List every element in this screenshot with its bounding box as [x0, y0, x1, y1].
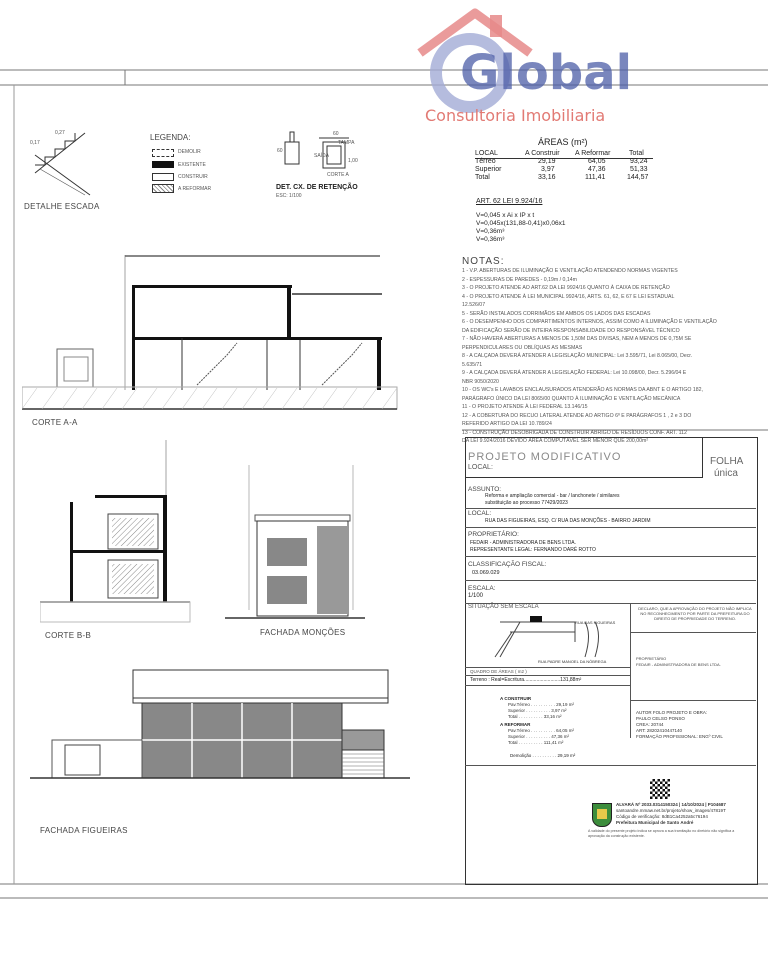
proprietario-line-1: FEDAIR - ADMINISTRADORA DE BENS LTDA.: [470, 540, 577, 546]
local2-label: LOCAL:: [468, 510, 492, 517]
areas-header-local: LOCAL: [475, 150, 498, 157]
proprietario-line-2: REPRESENTANTE LEGAL: FERNANDO DARÉ ROTTO: [470, 547, 596, 553]
alvara-line: santoandre.mmaw.net.br/projeto/show_images/47819T: [616, 808, 726, 813]
facade-moncoes-label: FACHADA MONÇÕES: [260, 628, 346, 637]
legend-title: LEGENDA:: [150, 133, 191, 142]
retention-saida: SAÍDA: [314, 153, 330, 159]
assunto-line-1: Reforma e ampliação comercial - bar / lanchonete / similares: [485, 493, 620, 499]
local-label: LOCAL:: [468, 464, 493, 471]
areas-cell: 64,05: [588, 158, 606, 165]
reformar-row: Pav.Térreo . . . . . . . . . . 64,05 m²: [508, 728, 574, 733]
art-title: ART. 62 LEI 9.924/16: [476, 198, 543, 205]
art-line: V=0,36m³: [476, 236, 505, 243]
note-line: 12 - A COBERTURA DO RECUO LATERAL ATENDE AO ARTIGO 6º E PARÁGRAFOS 1 , 2 e 3 DO: [462, 412, 692, 419]
assunto-label: ASSUNTO:: [468, 486, 502, 493]
note-line: PERPENDICULARES OU OBLÍQUAS AS MESMAS: [462, 344, 583, 351]
terreno-line: Terreno : Real=Escritura..........................131,88m²: [470, 677, 582, 683]
logo-tagline: Consultoria Imobiliaria: [425, 106, 606, 125]
areas-row-local: Total: [475, 174, 490, 181]
areas-row-local: Térreo: [475, 158, 496, 165]
reformar-row: Superior . . . . . . . . . . 47,36 m²: [508, 734, 570, 739]
map-street-1: RUA DAS FIGUEIRAS: [575, 620, 616, 625]
note-line: REFERIDO ARTIGO DA LEI 10.789/24: [462, 421, 552, 427]
legend-item-existente: EXISTENTE: [178, 162, 206, 168]
note-line: DA EDIFICAÇÃO SERÃO DE INTEIRA RESPONSABILIDADE DO RESPONSÁVEL TÉCNICO: [462, 327, 680, 334]
folha-unica: única: [714, 468, 738, 479]
notes-title: NOTAS:: [462, 256, 505, 267]
autor-line: AUTOR FOLO PROJETO E OBRA:: [636, 710, 708, 715]
note-line: 3 - O PROJETO ATENDE AO ART.62 DA LEI 9924/16 QUANTO À CAIXA DE RETENÇÃO: [462, 285, 670, 291]
areas-cell: 111,41: [585, 174, 606, 181]
areas-row-local: Superior: [475, 166, 502, 173]
autor-line: ART: 28202410447140: [636, 728, 682, 733]
areas-cell: 93,24: [630, 158, 648, 165]
autor-line: FORMAÇÃO PROFISSIONAL: ENGº CIVIL: [636, 734, 723, 739]
fiscal-value: 03.069.029: [472, 570, 500, 576]
legend-item-reformar: A REFORMAR: [178, 186, 212, 192]
construir-row: Pav.Térreo . . . . . . . . . . 29,19 m²: [508, 702, 574, 707]
construir-row: Total . . . . . . . . . . 33,16 m²: [508, 714, 562, 719]
notes-list: [462, 267, 762, 446]
assunto-line-2: substituição ao processo 77429/2023: [485, 500, 568, 506]
note-line: DA LEI 9.924/2016 DEVIDO ÁREA COMPUTÁVEL SER MENOR QUE 200,00m²: [462, 438, 649, 444]
facade-moncoes-drawing: [225, 460, 365, 630]
logo-name: Global: [460, 45, 633, 101]
retention-dim-60a: 60: [277, 148, 283, 154]
escala-label: ESCALA:: [468, 585, 496, 592]
note-line: 4 - O PROJETO ATENDE À LEI MUNICIPAL 9924/16, ARTS. 61, 62, E 67 E LEI ESTADUAL: [462, 293, 675, 300]
map-street-2: RUA PADRE MANOEL DA NÓBREGA: [538, 659, 607, 664]
retention-corte-a: CORTE A: [327, 172, 349, 178]
areas-cell: 144,57: [627, 174, 649, 181]
note-line: 10 - OS WC's E LAVABOS ENCLAUSURADOS ATENDERÃO AS NORMAS DA ABNT E O ARTIGO 182,: [462, 387, 703, 393]
note-line: 6 - O DESEMPENHO DOS COMPARTIMENTOS INTERNOS, ASSIM COMO A ILUMINAÇÃO E VENTILAÇÃO: [462, 319, 717, 325]
legend-swatch-demolir: [152, 149, 174, 157]
stair-dim-2: 0,17: [30, 140, 40, 146]
note-line: 5.635/71: [462, 361, 483, 368]
proprietario-label: PROPRIETÁRIO:: [468, 531, 519, 538]
areas-cell: 29,19: [538, 158, 556, 165]
art-line: V=0,045x(131,88-0,41)x0,06x1: [476, 220, 566, 227]
areas-header-reformar: A Reformar: [575, 150, 611, 157]
construir-label: A CONSTRUIR: [500, 696, 532, 701]
reformar-label: A REFORMAR: [500, 722, 531, 727]
alvara-block: [616, 802, 726, 826]
quadro-title: QUADRO DE ÁREAS ( m2 ): [470, 669, 527, 674]
art-line: V=0,045 x Ai x IP x t: [476, 212, 535, 219]
alvara-line: Código de verificação: 8dB1Ca4252a5c76194: [616, 814, 708, 819]
legend-swatch-construir: [152, 173, 174, 181]
fiscal-label: CLASSIFICAÇÃO FISCAL:: [468, 561, 547, 568]
construir-row: Superior . . . . . . . . . . 3,97 m²: [508, 708, 567, 713]
company-logo: [405, 5, 635, 125]
situacao-label: SITUAÇÃO SEM ESCALA: [468, 604, 539, 610]
section-aa-drawing: [22, 245, 402, 415]
areas-cell: 3,97: [541, 166, 555, 173]
proprietario-small-2: FEDAIR - ADMINISTRADORA DE BENS LTDA.: [636, 662, 721, 667]
art-line: V=0,36m³: [476, 228, 505, 235]
local-value: RUA DAS FIGUEIRAS, ESQ. C/ RUA DAS MONÇÕES - BAIRRO JARDIM: [485, 518, 651, 524]
demolicao-line: Demolição . . . . . . . . . . 29,19 m²: [510, 753, 576, 758]
note-line: 2 - ESPESSURAS DE PAREDES - 0,19m / 0,14m: [462, 276, 577, 283]
escala-value: 1/100: [468, 593, 484, 599]
note-line: 12.526/07: [462, 302, 486, 308]
stair-detail-label: DETALHE ESCADA: [24, 202, 100, 211]
project-title: PROJETO MODIFICATIVO: [468, 451, 622, 463]
retention-tampa: TAMPA: [338, 140, 355, 146]
areas-header-construir: A Construir: [525, 150, 560, 157]
note-line: NBR 9050/2020: [462, 378, 499, 385]
note-line: 11 - O PROJETO ATENDE À LEI FEDERAL 13.146/15: [462, 404, 588, 410]
declaro-text: DECLARO, QUE A APROVAÇÃO DO PROJETO NÃO IMPLICA NO RECONHECIMENTO POR PARTE DA PREFEITURA DO DIREITO DE PROPRIEDADE DO TERRENO.: [638, 606, 752, 621]
note-line: 7 - NÃO HAVERÁ ABERTURAS A MENOS DE 1,50M DAS DIVISAS, NEM A MENOS DE 0,75M SE: [462, 336, 692, 342]
alvara-note: A validade do presente projeto indica se aprova a sua tramitação no diretório não significa a aprovação da construção existente.: [588, 829, 735, 838]
reformar-row: Total . . . . . . . . . . 111,41 m²: [508, 740, 564, 745]
section-bb-label: CORTE B-B: [45, 631, 92, 640]
facade-figueiras-drawing: [30, 665, 410, 785]
folha-label: FOLHA: [710, 456, 744, 467]
note-line: 9 - A CALÇADA DEVERÁ ATENDER A LEGISLAÇÃO FEDERAL: Lei 10.098/00, Decr. 5.296/04 E: [462, 370, 687, 376]
areas-title: ÁREAS (m²): [538, 137, 588, 147]
stair-detail-drawing: [30, 125, 110, 200]
section-bb-drawing: [40, 440, 230, 625]
retention-dim-60b: 60: [333, 131, 339, 137]
areas-cell: 47,36: [588, 166, 606, 173]
note-line: PARÁGRAFO ÚNICO DA LEI 8065/00 QUANTO À ILUMINAÇÃO E VENTILAÇÃO MECÂNICA: [462, 395, 681, 402]
note-line: 13 - CONSTRUÇÃO DESOBRIGADA DE CONSTRUIR ABRIGO DE RESÍDUOS CONF. ART. 112: [462, 429, 687, 436]
proprietario-small: PROPRIETÁRIO: [636, 656, 667, 661]
retention-scale: ESC: 1/100: [276, 193, 302, 199]
stair-dim-1: 0,27: [55, 130, 65, 136]
note-line: 5 - SERÃO INSTALADOS CORRIMÃOS EM AMBOS OS LADOS DAS ESCADAS: [462, 310, 651, 317]
facade-figueiras-label: FACHADA FIGUEIRAS: [40, 826, 128, 835]
areas-header-total: Total: [629, 150, 644, 157]
construir-rows: [508, 702, 574, 720]
legend-swatch-reformar: [152, 184, 174, 193]
retention-title: DET. CX. DE RETENÇÃO: [276, 184, 358, 191]
reformar-rows: [508, 728, 574, 746]
autor-line: PAULO CELSO PONSO: [636, 716, 685, 721]
qr-code-icon: [650, 779, 670, 799]
autor-line: CREA: 20744: [636, 722, 664, 727]
legend-swatch-existente: [152, 161, 174, 168]
note-line: 1 - V.P. ABERTURAS DE ILUMINAÇÃO E VENTILAÇÃO ATENDENDO NORMAS VIGENTES: [462, 268, 678, 274]
city-crest-icon: [592, 803, 612, 827]
note-line: 8 - A CALÇADA DEVERÁ ATENDER A LEGISLAÇÃO MUNICIPAL: Lei 3.595/71, Lei 8.065/00, Decr.: [462, 353, 693, 359]
alvara-line: Prefeitura Municipal de Santo André: [616, 820, 694, 825]
legend-item-demolir: DEMOLIR: [178, 149, 201, 155]
section-aa-label: CORTE A-A: [32, 418, 78, 427]
autor-block: [636, 710, 723, 740]
alvara-line: ALVARÁ Nº 2033.0314150324 | 14/10/2024 | P104687: [616, 802, 726, 807]
legend-item-construir: CONSTRUIR: [178, 174, 208, 180]
areas-cell: 33,16: [538, 174, 556, 181]
retention-dim-100: 1,00: [348, 158, 358, 164]
areas-cell: 51,33: [630, 166, 648, 173]
